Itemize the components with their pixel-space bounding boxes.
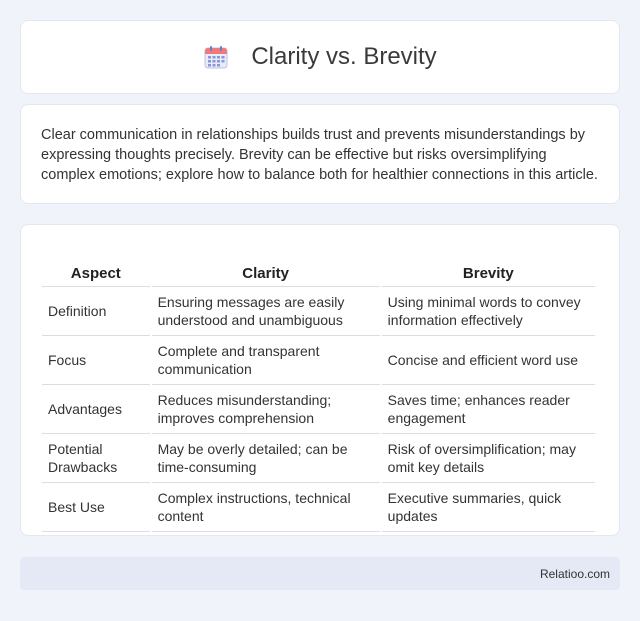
comparison-table-card — [20, 224, 620, 536]
cell-clarity: May be overly detailed; can be time-consuming — [152, 434, 380, 483]
cell-clarity: Ensuring messages are easily understood and unambiguous — [152, 287, 380, 336]
cell-brevity: Saves time; enhances reader engagement — [382, 385, 595, 434]
table-row — [42, 483, 595, 532]
cell-aspect: Potential Drawbacks — [42, 434, 150, 483]
title-wrap — [203, 43, 436, 71]
intro-card — [20, 104, 620, 204]
cell-clarity: Complete and transparent communication — [152, 336, 380, 385]
footer — [20, 557, 620, 590]
calendar-icon — [203, 44, 229, 70]
table-row — [42, 385, 595, 434]
cell-aspect: Focus — [42, 336, 150, 385]
header-card — [20, 20, 620, 94]
table-row — [42, 336, 595, 385]
table-header-row — [42, 243, 595, 287]
cell-clarity: Complex instructions, technical content — [152, 483, 380, 532]
cell-clarity: Reduces misunderstanding; improves comprehension — [152, 385, 380, 434]
table-row — [42, 434, 595, 483]
header-clarity: Clarity — [152, 243, 380, 287]
table-row — [42, 287, 595, 336]
header-aspect: Aspect — [42, 243, 150, 287]
cell-brevity: Using minimal words to convey information effectively — [382, 287, 595, 336]
page-title: Clarity vs. Brevity — [251, 43, 437, 70]
header-brevity: Brevity — [382, 243, 595, 287]
cell-aspect: Definition — [42, 287, 150, 336]
cell-brevity: Concise and efficient word use — [382, 336, 595, 385]
intro-text: Clear communication in relationships builds trust and prevents misunderstandings by expressing thoughts precisely. Brevity can be effective but risks oversimplifying complex emotions; explore how to balance both for healthier connections in this article. — [41, 127, 598, 183]
cell-brevity: Risk of oversimplification; may omit key details — [382, 434, 595, 483]
cell-aspect: Best Use — [42, 483, 150, 532]
cell-brevity: Executive summaries, quick updates — [382, 483, 595, 532]
cell-aspect: Advantages — [42, 385, 150, 434]
footer-brand[interactable]: Relatioo.com — [539, 566, 610, 581]
comparison-table — [40, 243, 597, 532]
